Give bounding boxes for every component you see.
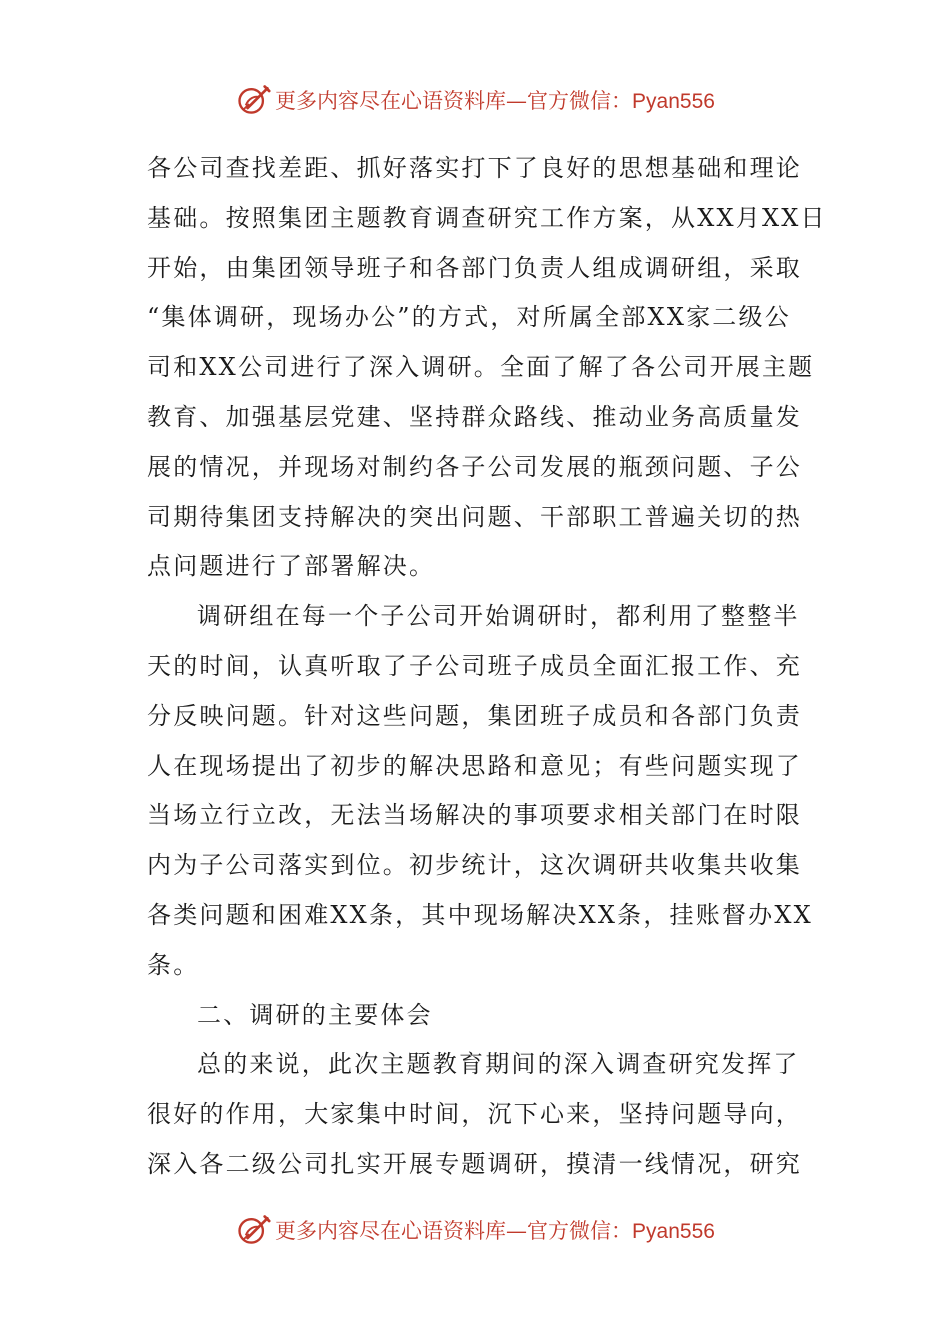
paragraph-start-line: 总的来说，此次主题教育期间的深入调查研究发挥了	[197, 1050, 800, 1079]
body-line: 教育、加强基层党建、坚持群众路线、推动业务高质量发	[147, 402, 802, 431]
body-line: 司和XX公司进行了深入调研。全面了解了各公司开展主题	[147, 353, 815, 382]
banner-text	[275, 1215, 715, 1245]
body-line: 展的情况，并现场对制约各子公司发展的瓶颈问题、子公	[147, 452, 802, 481]
document-body	[147, 144, 827, 1190]
header-banner	[0, 80, 950, 120]
body-line: 很好的作用，大家集中时间，沉下心来，坚持问题导向，	[147, 1100, 802, 1129]
body-line: 天的时间，认真听取了子公司班子成员全面汇报工作、充	[147, 651, 802, 680]
footer-banner	[0, 1210, 950, 1250]
body-line: 点问题进行了部署解决。	[147, 552, 436, 581]
body-line: 各类问题和困难XX条，其中现场解决XX条，挂账督办XX	[147, 900, 813, 929]
section-heading: 二、调研的主要体会	[197, 1000, 433, 1029]
banner-slogan: 更多内容尽在心语资料库—官方微信：	[275, 89, 633, 113]
body-line: 司期待集团支持解决的突出问题、干部职工普遍关切的热	[147, 502, 802, 531]
body-line: 分反映问题。针对这些问题，集团班子成员和各部门负责	[147, 701, 802, 730]
body-line: 深入各二级公司扎实开展专题调研，摸清一线情况，研究	[147, 1149, 802, 1178]
body-line: 当场立行立改，无法当场解决的事项要求相关部门在时限	[147, 801, 802, 830]
banner-text	[275, 85, 715, 115]
body-line: 条。	[147, 950, 200, 979]
body-line: 内为子公司落实到位。初步统计，这次调研共收集共收集	[147, 851, 802, 880]
pen-logo-icon	[235, 82, 271, 118]
body-line: 开始，由集团领导班子和各部门负责人组成调研组，采取	[147, 253, 802, 282]
pen-logo-icon	[235, 1212, 271, 1248]
banner-wechat-id: Pyan556	[632, 1220, 715, 1243]
body-line: 各公司查找差距、抓好落实打下了良好的思想基础和理论	[147, 154, 802, 182]
body-line: 人在现场提出了初步的解决思路和意见；有些问题实现了	[147, 751, 802, 780]
banner-slogan: 更多内容尽在心语资料库—官方微信：	[275, 1219, 633, 1243]
body-line: 基础。按照集团主题教育调查研究工作方案，从XX月XX日	[147, 203, 827, 232]
paragraph-start-line: 调研组在每一个子公司开始调研时，都利用了整整半	[197, 602, 800, 631]
banner-wechat-id: Pyan556	[632, 90, 715, 113]
body-line: “集体调研，现场办公”的方式，对所属全部XX家二级公	[147, 303, 791, 332]
